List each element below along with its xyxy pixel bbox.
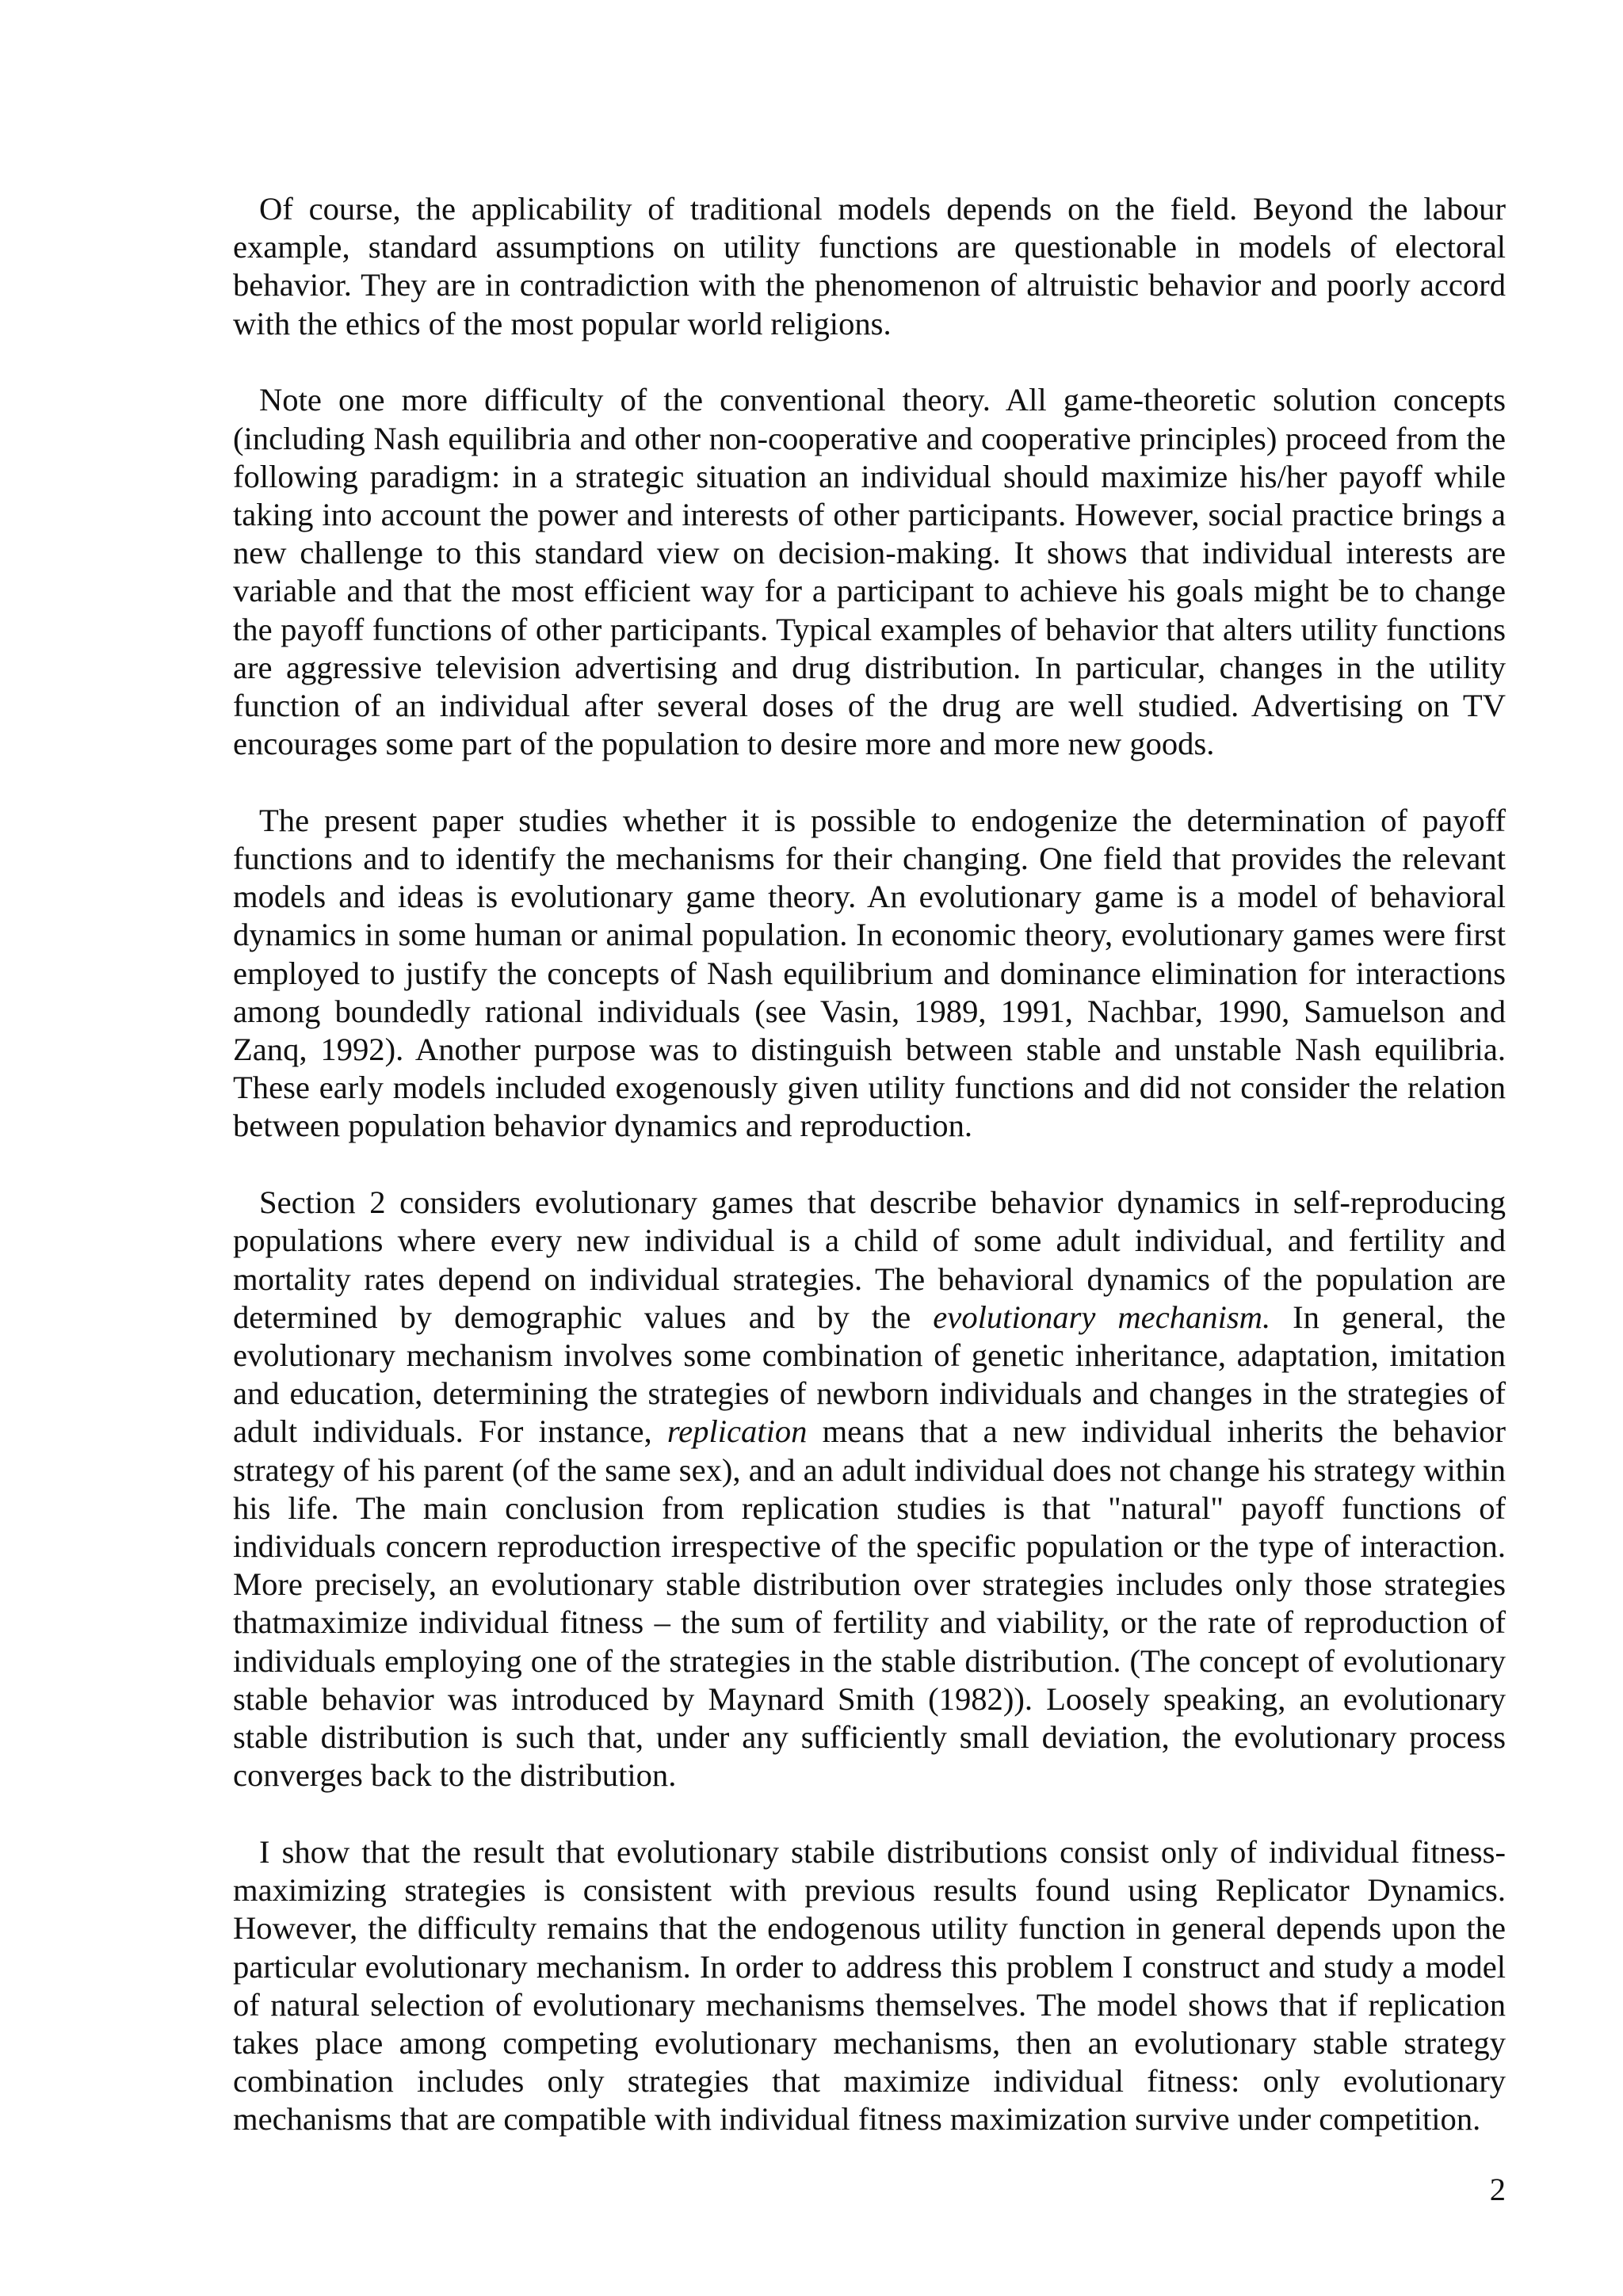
paragraph-3: The present paper studies whether it is possible to endogenize the determination of payoff functions and to identify the mechanisms for their changing. One field that provides the relevant models and ideas is evolutionary game theory. An evolutionary game is a model of behavioral dynamics in some human or animal population. In economic theory, evolutionary games were first employed to justify the concepts of Nash equilibrium and dominance elimination for interactions among boundedly rational individuals (see Vasin, 1989, 1991, Nachbar, 1990, Samuelson and Zanq, 1992). Another purpose was to distinguish between stable and unstable Nash equilibria. These early models included exogenously given utility functions and did not consider the relation between population behavior dynamics and reproduction.: [233, 802, 1506, 1144]
paragraph-1: Of course, the applicability of traditional models depends on the field. Beyond the labour example, standard assumptions on utility functions are questionable in models of electoral behavior. They are in contradiction with the phenomenon of altruistic behavior and poorly accord with the ethics of the most popular world religions.: [233, 191, 1506, 341]
paragraph-4-text-2: In general, the evolutionary mechanism involves some combination of genetic inheritance, adaptation, imitation and education, determining the strategies of newborn individuals and changes in the strategies of adult individuals. For instance,: [233, 1299, 1506, 1450]
page-number: 2: [1489, 2172, 1506, 2207]
paragraph-4: [233, 1184, 1506, 1794]
paragraph-4-text-1: Section 2 considers evolutionary games that describe behavior dynamics in self-reproducing populations where every new individual is a child of some adult individual, and fertility and mortality rates depend on individual strategies. The behavioral dynamics of the population are determined by demographic values and by the: [233, 1184, 1506, 1335]
paragraph-4-emphasis-evolutionary-mechanism: evolutionary mechanism.: [933, 1299, 1271, 1335]
paragraph-4-text-3: means that a new individual inherits the behavior strategy of his parent (of the same sex), and an adult individual does not change his strategy within his life. The main conclusion from replication studies is that "natural" payoff functions of individuals concern reproduction irrespective of the specific population or the type of interaction. More precisely, an evolutionary stable distribution over strategies includes only those strategies thatmaximize individual fitness – the sum of fertility and viability, or the rate of reproduction of individuals employing one of the strategies in the stable distribution. (The concept of evolutionary stable behavior was introduced by Maynard Smith (1982)). Loosely speaking, an evolutionary stable distribution is such that, under any sufficiently small deviation, the evolutionary process converges back to the distribution.: [233, 1413, 1506, 1794]
paragraph-2: Note one more difficulty of the conventional theory. All game-theoretic solution concepts (including Nash equilibria and other non-cooperative and cooperative principles) proceed from the following paradigm: in a strategic situation an individual should maximize his/her payoff while taking into account the power and interests of other participants. However, social practice brings a new challenge to this standard view on decision-making. It shows that individual interests are variable and that the most efficient way for a participant to achieve his goals might be to change the payoff functions of other participants. Typical examples of behavior that alters utility functions are aggressive television advertising and drug distribution. In particular, changes in the utility function of an individual after several doses of the drug are well studied. Advertising on TV encourages some part of the population to desire more and more new goods.: [233, 382, 1506, 762]
paragraph-5: I show that the result that evolutionary stabile distributions consist only of individual fitness-maximizing strategies is consistent with previous results found using Replicator Dynamics. However, the difficulty remains that the endogenous utility function in general depends upon the particular evolutionary mechanism. In order to address this problem I construct and study a model of natural selection of evolutionary mechanisms themselves. The model shows that if replication takes place among competing evolutionary mechanisms, then an evolutionary stable strategy combination includes only strategies that maximize individual fitness: only evolutionary mechanisms that are compatible with individual fitness maximization survive under competition.: [233, 1833, 1506, 2138]
paragraph-4-emphasis-replication: replication: [666, 1413, 808, 1450]
body-text: [233, 190, 1506, 2177]
